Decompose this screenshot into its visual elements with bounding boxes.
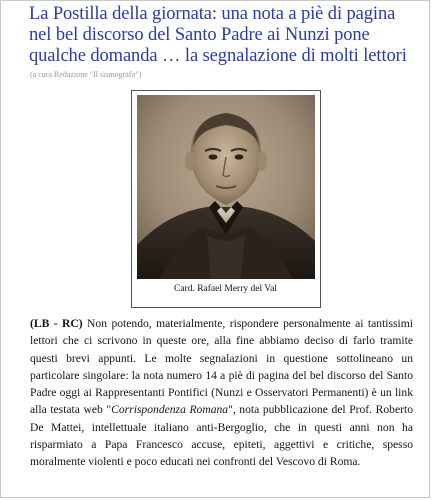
portrait-photo — [137, 95, 315, 279]
figure-container — [30, 90, 413, 308]
publication-link[interactable]: Corrispondenza Romana — [111, 403, 229, 417]
body-lead: (LB - RC) — [30, 317, 83, 330]
article-title[interactable]: La Postilla della giornata: una nota a piè di pagina nel bel discorso del Santo Padre ai Nunzi pone qualche domanda … la segnalazione di molti lettori — [29, 4, 407, 66]
body-text-part2: ", nota pubblicazione del Prof. Roberto De Mattei, intellettuale italiano anti-Bergoglio, che in questi anni non ha risparmiato a Papa Francesco accuse, epiteti, aggettivi e critiche, spesso moralmente violenti e poco educati nei confronti del Vescovo di Roma. — [30, 403, 413, 469]
article-content — [1, 1, 429, 471]
body-text-part1: Non potendo, materialmente, rispondere personalmente ai tantissimi lettori che ci scrivono in queste ore, alla fine abbiamo deciso di farlo tramite questi brevi appunti. Le molte segnalazioni in questione sottolineano un particolare singolare: la nota numero 14 a piè di pagina del bel discorso del Santo Padre oggi ai Rappresentanti Pontifici (Nunzi e Osservatori Permanenti) è un link alla testata web " — [30, 317, 413, 417]
article-figure — [131, 90, 321, 308]
article-byline: (a cura Redazione "Il sismografo") — [30, 70, 142, 79]
article-body — [30, 315, 413, 471]
figure-caption: Card. Rafael Merry del Val — [174, 284, 277, 294]
